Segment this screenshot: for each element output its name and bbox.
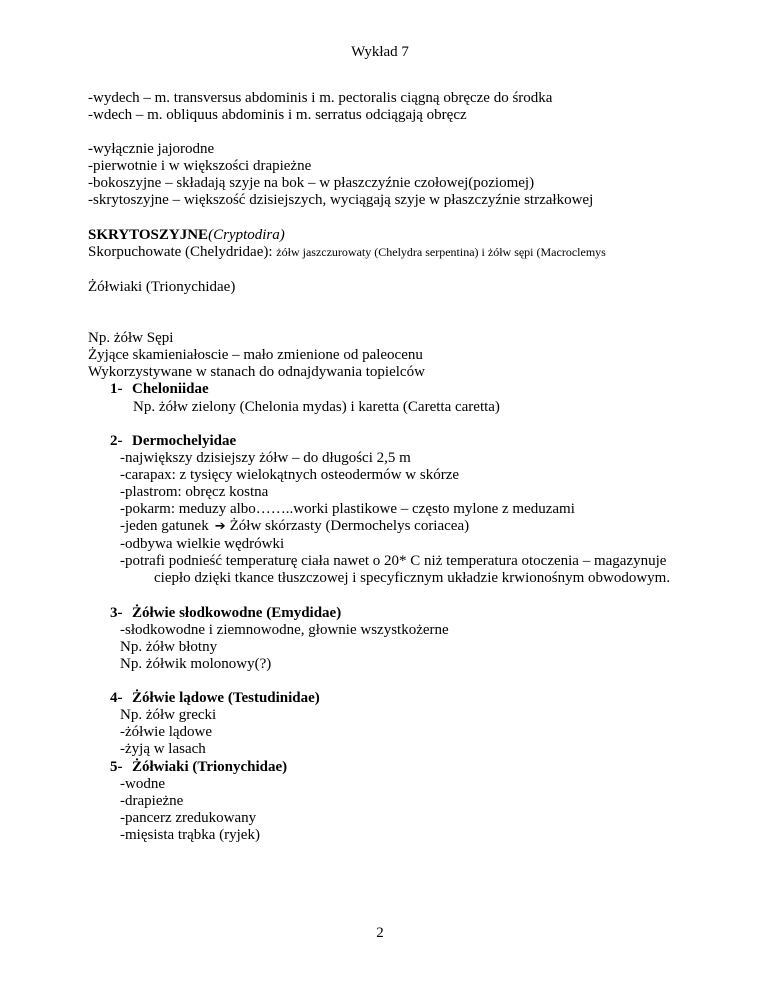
- section-5-line-1: -wodne: [120, 776, 165, 792]
- section-3-line-2: Np. żółw błotny: [120, 639, 218, 655]
- section-1-title: Cheloniidae: [132, 381, 209, 397]
- trait-line-4: -skrytoszyjne – większość dzisiejszych, wyciągają szyje w płaszczyźnie strzałkowej: [88, 192, 594, 208]
- skrytoszyjne-heading-text: SKRYTOSZYJNE: [88, 227, 209, 243]
- gatunek-value: Żółw skórzasty (Dermochelys coriacea): [229, 518, 470, 534]
- section-2-gatunek-line: [120, 518, 469, 535]
- section-2-line-1: -największy dzisiejszy żółw – do długości 2,5 m: [120, 450, 411, 466]
- skrytoszyjne-heading: [88, 227, 285, 244]
- trait-line-2: -pierwotnie i w większości drapieżne: [88, 158, 312, 174]
- section-3-line-3: Np. żółwik molonowy(?): [120, 656, 272, 672]
- section-3-title: Żółwie słodkowodne (Emydidae): [132, 605, 342, 621]
- family-label: Skorpuchowate (Chelydridae):: [88, 244, 277, 260]
- intro-line-2: Żyjące skamieniałoscie – mało zmienione od paleocenu: [88, 347, 423, 363]
- section-4-line-3: -żyją w lasach: [120, 741, 206, 757]
- section-2-line-7: ciepło dzięki tkance tłuszczowej i specyficznym układzie krwionośnym obwodowym.: [154, 570, 671, 586]
- breathing-line-2: -wdech – m. obliquus abdominis i m. serratus odciągają obręcz: [88, 107, 467, 123]
- section-3-number: 3-: [110, 605, 123, 621]
- section-2-number: 2-: [110, 433, 123, 449]
- arrow-right-icon: ➔: [214, 519, 226, 534]
- section-1-number: 1-: [110, 381, 123, 397]
- section-5-line-3: -pancerz zredukowany: [120, 810, 257, 826]
- section-2-line-2: -carapax: z tysięcy wielokątnych osteodermów w skórze: [120, 467, 460, 483]
- section-4-number: 4-: [110, 690, 123, 706]
- family-detail: żółw jaszczurowaty (Chelydra serpentina) i żółw sępi (Macroclemys: [276, 245, 606, 259]
- trait-line-1: -wyłącznie jajorodne: [88, 141, 215, 157]
- intro-line-3: Wykorzystywane w stanach do odnajdywania topielców: [88, 364, 425, 380]
- section-2-title: Dermochelyidae: [132, 433, 237, 449]
- section-1-heading: [110, 381, 209, 398]
- intro-line-1: Np. żółw Sępi: [88, 330, 174, 346]
- section-4-title: Żółwie lądowe (Testudinidae): [132, 690, 320, 706]
- trionychidae-line: Żółwiaki (Trionychidae): [88, 279, 236, 295]
- section-5-line-4: -mięsista trąbka (ryjek): [120, 827, 260, 843]
- family-line: [88, 244, 606, 261]
- section-2-heading: [110, 433, 236, 450]
- section-5-number: 5-: [110, 759, 123, 775]
- section-5-title: Żółwiaki (Trionychidae): [132, 759, 288, 775]
- gatunek-label: -jeden gatunek: [120, 518, 209, 534]
- section-5-line-2: -drapieżne: [120, 793, 184, 809]
- section-5-heading: [110, 759, 287, 776]
- section-3-line-1: -słodkowodne i ziemnowodne, głownie wszystkożerne: [120, 622, 449, 638]
- section-2-line-5: -odbywa wielkie wędrówki: [120, 536, 285, 552]
- section-4-line-1: Np. żółw grecki: [120, 707, 217, 723]
- section-2-line-6: -potrafi podnieść temperaturę ciała nawet o 20* C niż temperatura otoczenia – magazynuje: [120, 553, 667, 569]
- section-1-line-1: Np. żółw zielony (Chelonia mydas) i karetta (Caretta caretta): [133, 399, 500, 415]
- skrytoszyjne-heading-latin: (Cryptodira): [208, 227, 285, 243]
- section-3-heading: [110, 605, 341, 622]
- breathing-line-1: -wydech – m. transversus abdominis i m. pectoralis ciągną obręcze do środka: [88, 90, 553, 106]
- page-title: Wykład 7: [351, 44, 409, 60]
- page-number: 2: [376, 925, 384, 941]
- section-2-line-4: -pokarm: meduzy albo……..worki plastikowe – często mylone z meduzami: [120, 501, 575, 517]
- section-2-line-3: -plastrom: obręcz kostna: [120, 484, 269, 500]
- trait-line-3: -bokoszyjne – składają szyje na bok – w płaszczyźnie czołowej(poziomej): [88, 175, 535, 191]
- section-4-line-2: -żółwie lądowe: [120, 724, 213, 740]
- section-4-heading: [110, 690, 320, 707]
